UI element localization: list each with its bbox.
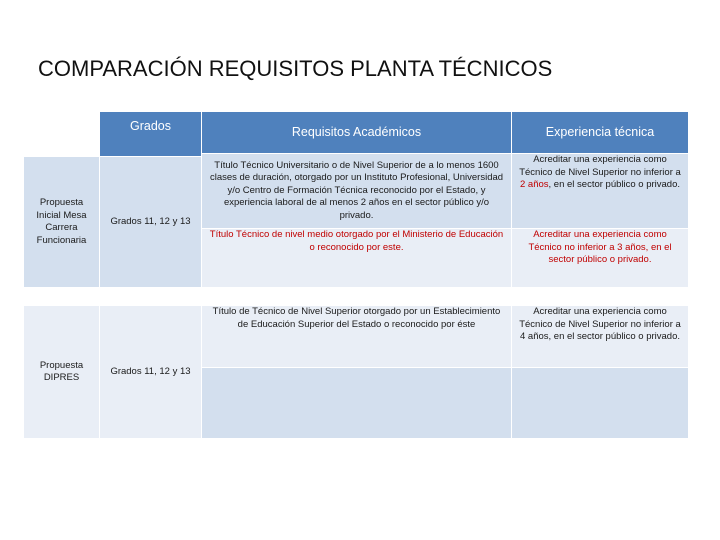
experiencia-cell-2-2 [512,368,688,438]
requisito-text-1-2: Título Técnico de nivel medio otorgado por el Ministerio de Educación o reconocido por este. [209,229,504,253]
experiencia-text-2-1: Acreditar una experiencia como Técnico de Nivel Superior no inferior a 4 años, en el sector público o privado. [519,306,681,342]
experiencia-text-1-2: Acreditar una experiencia como Técnico no inferior a 3 años, en el sector público o privado. [528,229,672,265]
header-experiencia: Experiencia técnica [512,112,688,153]
propuesta-inicial-label: Propuesta Inicial Mesa Carrera Funcionaria [36,197,87,246]
requisito-text-1-1: Título Técnico Universitario o de Nivel Superior de a lo menos 1600 clases de duración, otorgado por un Instituto Profesional, Universidad y/o Centro de Formación Técnica reconocido por el Estado, y experiencia laboral de al menos 2 años en el sector público y/o privado. [209,159,504,221]
propuesta-dipres-cell [24,306,99,438]
page-title: COMPARACIÓN REQUISITOS PLANTA TÉCNICOS [38,56,553,81]
requisito-cell-2-2 [202,368,511,438]
experiencia-highlight: 2 años [519,179,549,190]
requisito-cell-1-2 [202,229,511,287]
requisito-text-2-1: Título de Técnico de Nivel Superior otorgado por un Establecimiento de Educación Superior del Estado o reconocido por éste [212,306,501,330]
requisito-cell-2-1 [202,306,511,367]
grados-label-2: Grados 11, 12 y 13 [110,365,191,377]
requisito-cell-1-1 [202,154,511,228]
experiencia-text-1-1: Acreditar una experiencia como Técnico de Nivel Superior no inferior a 2 años, en el sector público o privado. [519,154,681,190]
propuesta-inicial-cell [24,157,99,287]
grados-cell-2 [100,306,201,438]
experiencia-cell-1-1 [512,154,688,228]
grados-label-1: Grados 11, 12 y 13 [110,215,191,227]
propuesta-dipres-label: Propuesta DIPRES [39,359,84,383]
experiencia-cell-1-2 [512,229,688,287]
grados-cell-1 [100,157,201,287]
header-requisitos: Requisitos Académicos [202,112,511,153]
header-grados: Grados [100,112,201,156]
experiencia-cell-2-1 [512,306,688,367]
